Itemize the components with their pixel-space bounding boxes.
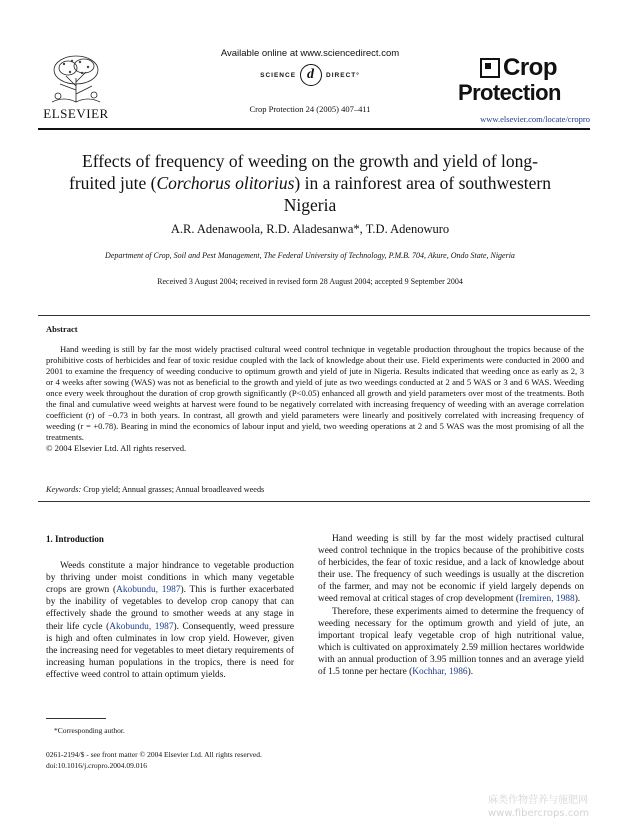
site-watermark [488,794,589,820]
introduction-heading: 1. Introduction [46,534,104,544]
elsevier-tree-icon [46,52,106,104]
abstract-bottom-divider [38,501,590,502]
citation-link[interactable]: Kochhar, 1986 [412,667,468,678]
watermark-line-1: 麻类作物营养与施肥网 [488,795,588,806]
issn-line: 0261-2194/$ - see front matter © 2004 Elsevier Ltd. All rights reserved. [46,750,262,759]
keywords-line [46,485,264,494]
citation-link[interactable]: Akobundu, 1987 [109,621,174,632]
issn-block [46,749,262,771]
journal-logo-square-icon [480,58,500,78]
journal-logo-line2: Protection [458,80,561,105]
journal-logo-line1: Crop [503,54,557,81]
intro-p3-text-b: ). [467,667,474,678]
intro-paragraph-1 [46,560,294,681]
abstract-text: Hand weeding is still by far the most widely practised cultural weed control technique in vegetable production throughout the tropics because of the prohibitive costs of herbicides and fear of toxic residue coupled with the lack of knowledge about their use. Field experiments were conducted in 2000 and 2001 to examine the frequency of weeding conducive to optimum growth and yield of jute in Nigeria. Results indicated that weeding once as early as 2, 3 or 4 weeks after sowing (WAS) was not as beneficial to the growth and yield of jute as two weedings conducted at 2 and 5 WAS or 3 and 6 WAS. Weeding once every week throughout the duration of crop growth significantly (P<0.05) enhanced all growth and yield parameters over most of the treatments. Both the final and cumulative weed weights at harvest were found to be negatively correlated with increasing frequency of weeding with an average correlation coefficient (r) of −0.73 in both years. In contrast, all growth and yield parameters were linearly and positively correlated with increasing frequency of weeding (r = +0.78). Bearing in mind the economics of labour input and yield, two weeding operations at 2 and 5 WAS was the most promising of all the treatments. [46,344,584,442]
footnote-divider [46,718,106,719]
elsevier-logo [38,52,114,128]
abstract-heading: Abstract [46,324,78,334]
abstract-top-divider [38,315,590,316]
right-column [318,533,584,678]
citation-link[interactable]: Iremiren, 1988 [518,594,575,605]
article-title [60,150,560,216]
keywords-text: Crop yield; Annual grasses; Annual broadleaved weeds [83,485,265,494]
available-online-text: Available online at www.sciencedirect.com [220,48,400,59]
title-part-1: Effects of frequency of weeding on the growth and yield of long-fruited jute ( [69,151,538,193]
author-affiliation: Department of Crop, Soil and Pest Management, The Federal University of Technology, P.M.B. 704, Akure, Ondo State, Nigeria [105,251,515,260]
title-part-2: ) in a rainforest area of southwestern Nigeria [283,173,551,215]
intro-p1-text-b: ). This is further exacerbated by the inability of vegetables to develop crop canopy that can effectively shade the ground to smother weeds at any stage in their life cycle ( [46,585,294,632]
intro-p3-text-a: Therefore, these experiments aimed to determine the frequency of weeding necessary for the optimum growth and yield of jute, an important tropical leafy vegetable crop of high nutritional value, which is cultivated on approximately 2.59 million hectares worldwide with an annual production of 3.95 million tonnes and an average yield of 1.5 tonne per hectare ( [318,606,584,678]
abstract-body [46,344,584,454]
header-divider [38,128,590,130]
doi-line: doi:10.1016/j.cropro.2004.09.016 [46,761,148,770]
abstract-copyright: © 2004 Elsevier Ltd. All rights reserved. [46,443,187,453]
sciencedirect-logo [200,64,420,86]
intro-p2-text-a: Hand weeding is still by far the most widely practised cultural weed control technique in the tropics because of the prohibitive costs of herbicides, the fear of toxic residue, and a lack of knowledge about their use. The frequency of such weedings is usually at the discretion of the farmer, and may not be economic if yield largely depends on weed removal at critical stages of crop development ( [318,534,584,605]
intro-paragraph-3 [318,606,584,679]
title-species: Corchorus olitorius [156,173,295,193]
intro-p1-text-a: Weeds constitute a major hindrance to vegetable production by thriving under moist conditions in which many vegetable crops are grown ( [46,561,294,596]
sciencedirect-right: DIRECT° [326,71,360,79]
journal-reference: Crop Protection 24 (2005) 407–411 [249,104,371,114]
intro-paragraph-2 [318,533,584,606]
watermark-line-2: www.fibercrops.com [488,808,590,819]
publisher-name: ELSEVIER [43,106,109,121]
intro-p1-text-c: ). Consequently, weed pressure is high and often culminates in low crop yield. However, given the increasing need for vegetables to meet dietary requirements of increasing human populations in the tropics, there is need for effective weed control to attain optimum yields. [46,621,294,680]
received-dates: Received 3 August 2004; received in revised form 28 August 2004; accepted 9 September 2004 [157,277,463,286]
left-column [46,533,294,681]
keywords-label: Keywords: [46,485,82,494]
citation-link[interactable]: Akobundu, 1987 [116,585,181,596]
corresponding-author-footnote: *Corresponding author. [54,726,125,735]
journal-logo [458,56,588,112]
journal-url-link[interactable]: www.elsevier.com/locate/cropro [480,114,590,124]
sciencedirect-mark: d [307,67,316,82]
article-authors: A.R. Adenawoola, R.D. Aladesanwa*, T.D. Adenowuro [170,222,450,236]
sciencedirect-left: SCIENCE [260,71,297,79]
intro-p2-text-b: ). [574,594,581,605]
sciencedirect-mark-icon [300,64,322,86]
